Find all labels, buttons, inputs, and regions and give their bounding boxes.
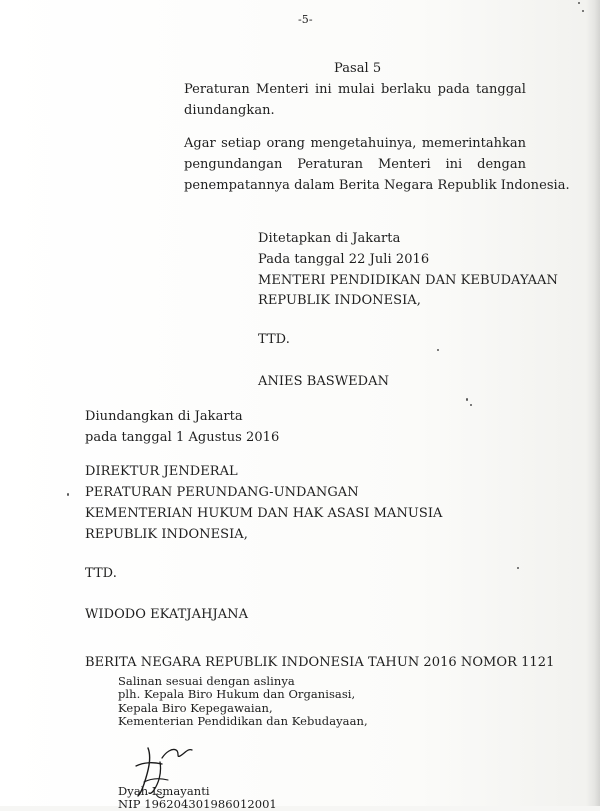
certified-copy-line-4: Kementerian Pendidikan dan Kebudayaan, bbox=[118, 714, 368, 728]
scan-speck bbox=[578, 2, 580, 4]
director-general-country: REPUBLIK INDONESIA, bbox=[85, 527, 248, 542]
minister-signature-mark: TTD. bbox=[258, 332, 290, 347]
scan-speck bbox=[466, 398, 468, 401]
word: orang bbox=[266, 136, 305, 151]
promulgation-date: pada tanggal 1 Agustus 2016 bbox=[85, 430, 280, 445]
paragraph-2-line-3: penempatannya dalam Berita Negara Republik Indonesia. bbox=[184, 178, 570, 193]
word: ini bbox=[445, 157, 463, 172]
word: Menteri bbox=[256, 82, 309, 97]
paragraph-1-line-1 bbox=[184, 82, 526, 98]
word: Peraturan bbox=[297, 157, 364, 172]
certified-copy-line-1: Salinan sesuai dengan aslinya bbox=[118, 674, 295, 688]
minister-office: MENTERI PENDIDIKAN DAN KEBUDAYAAN bbox=[258, 273, 558, 288]
director-general-name: WIDODO EKATJAHJANA bbox=[85, 607, 249, 622]
enactment-date: Pada tanggal 22 Juli 2016 bbox=[258, 252, 430, 267]
scan-speck bbox=[437, 349, 439, 351]
enactment-place: Ditetapkan di Jakarta bbox=[258, 231, 401, 246]
certified-copy-line-2: plh. Kepala Biro Hukum dan Organisasi, bbox=[118, 687, 356, 701]
word: Agar bbox=[184, 136, 216, 151]
word: berlaku bbox=[380, 82, 432, 97]
page-number: -5- bbox=[298, 13, 313, 26]
paragraph-2-line-2 bbox=[184, 157, 526, 173]
word: tanggal bbox=[476, 82, 526, 97]
promulgation-place: Diundangkan di Jakarta bbox=[85, 409, 243, 424]
word: setiap bbox=[221, 136, 261, 151]
word: Menteri bbox=[377, 157, 431, 172]
director-general-title: DIREKTUR JENDERAL bbox=[85, 464, 238, 479]
word: pengundangan bbox=[184, 157, 283, 172]
state-gazette-reference: BERITA NEGARA REPUBLIK INDONESIA TAHUN 2016 NOMOR 1121 bbox=[85, 655, 555, 670]
certifier-name: Dyah Ismayanti bbox=[118, 784, 210, 798]
word: mulai bbox=[337, 82, 375, 97]
paragraph-1-line-2: diundangkan. bbox=[184, 103, 275, 118]
certified-copy-line-3: Kepala Biro Kepegawaian, bbox=[118, 701, 273, 715]
article-heading: Pasal 5 bbox=[334, 61, 382, 76]
director-general-ministry: KEMENTERIAN HUKUM DAN HAK ASASI MANUSIA bbox=[85, 506, 443, 521]
word: ini bbox=[314, 82, 332, 97]
minister-office-country: REPUBLIK INDONESIA, bbox=[258, 293, 421, 308]
paragraph-2-line-1 bbox=[184, 136, 526, 152]
word: memerintahkan bbox=[421, 136, 526, 151]
page-edge-shadow bbox=[586, 0, 600, 806]
scan-speck bbox=[67, 493, 69, 496]
scan-speck bbox=[470, 404, 472, 406]
word: pada bbox=[437, 82, 470, 97]
minister-name: ANIES BASWEDAN bbox=[258, 374, 390, 389]
scan-speck bbox=[582, 10, 584, 12]
certifier-nip: NIP 196204301986012001 bbox=[118, 797, 277, 811]
director-signature-mark: TTD. bbox=[85, 566, 117, 581]
director-general-unit: PERATURAN PERUNDANG-UNDANGAN bbox=[85, 485, 359, 500]
word: Peraturan bbox=[184, 82, 250, 97]
scan-speck bbox=[517, 567, 519, 569]
word: mengetahuinya, bbox=[310, 136, 417, 151]
word: dengan bbox=[477, 157, 526, 172]
